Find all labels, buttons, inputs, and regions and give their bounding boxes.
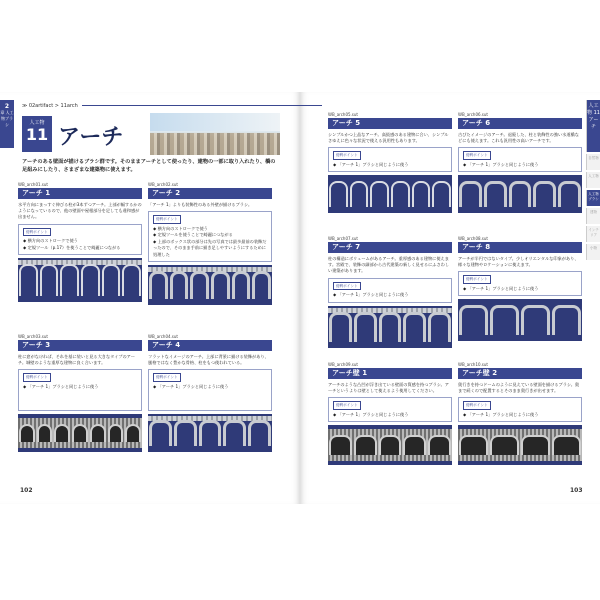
tip-box bbox=[18, 224, 142, 256]
entry-arch-wall-2 bbox=[458, 362, 582, 465]
brush-filename: WB_arch05.sut bbox=[328, 112, 358, 117]
entry-arch-6 bbox=[458, 112, 582, 213]
entry-description: 「アーチ 1」よりも装飾性のある外壁が描けるブラシ。 bbox=[148, 202, 253, 207]
tip-item: ◆ 横方向のストロークで使う bbox=[23, 238, 78, 244]
brush-filename: WB_arch03.sut bbox=[18, 334, 48, 339]
entry-arch-1 bbox=[18, 182, 142, 302]
entry-title: アーチ壁 1 bbox=[328, 368, 452, 379]
brush-preview bbox=[148, 414, 272, 452]
brush-filename: WB_arch06.sut bbox=[458, 112, 488, 117]
entry-title: アーチ 5 bbox=[328, 118, 452, 129]
side-tab: 建物 bbox=[586, 208, 600, 224]
chapter-side-tab bbox=[0, 100, 14, 148]
side-tab: 自然物 bbox=[586, 154, 600, 170]
breadcrumb-text: ≫ 02artifact > 11arch bbox=[22, 103, 78, 109]
tip-box bbox=[328, 278, 452, 303]
entry-arch-wall-1 bbox=[328, 362, 452, 465]
brush-preview bbox=[458, 425, 582, 465]
tip-box bbox=[458, 147, 582, 172]
entry-title: アーチ 2 bbox=[148, 188, 272, 199]
tip-item: ◆ 定規ツール（p.17）を使うことで綺麗につながる bbox=[23, 244, 121, 250]
entry-description: シンプルかつ上品なアーチ。高級感のある建物に合い、シンプルさゆえに色々な状況で使える汎用性もあります。 bbox=[328, 132, 449, 144]
tip-item: ◆ 上部のボックス状の部分は先の写真では最多最前の装飾だったので、そのまま手前に描き足しやすいようにするために処理した bbox=[153, 238, 267, 257]
tip-box bbox=[328, 147, 452, 172]
brush-filename: WB_arch02.sut bbox=[148, 182, 178, 187]
tip-item: ◆ 「アーチ 1」ブラシと同じように使う bbox=[153, 383, 229, 389]
entry-description: 古びたイメージのアーチ。退廃した、柱と装飾性の強い水道橋などにも使えます。これも汎用性の高いアーチです。 bbox=[458, 132, 579, 144]
entry-title: アーチ 4 bbox=[148, 340, 272, 351]
tip-label: 便利ポイント bbox=[463, 401, 491, 410]
tip-label: 便利ポイント bbox=[153, 373, 181, 382]
tip-item: ◆ 「アーチ 1」ブラシと同じように使う bbox=[333, 411, 409, 417]
section-badge bbox=[22, 116, 52, 152]
brush-preview bbox=[458, 299, 582, 341]
hero-city-photo bbox=[150, 113, 280, 155]
tip-item: ◆ 定規ツールを使うことで綺麗につながる bbox=[153, 232, 233, 238]
entry-arch-7 bbox=[328, 236, 452, 348]
entry-description: フラットなイメージのアーチ。上部に背景に描ける装飾があり、風格ではなく豊かな骨格、柱をもつ使われている。 bbox=[148, 354, 269, 366]
tip-label: 便利ポイント bbox=[463, 151, 491, 160]
entry-description: 水平方向にまっすぐ伸びる柱が3本ずつアーチ。上部が幅するかのようになっているので、他の壁面や屋根部分を足しても違和感が出ません。 bbox=[18, 202, 142, 220]
section-title: アーチ bbox=[58, 124, 124, 150]
entry-arch-2 bbox=[148, 182, 272, 305]
tip-item: ◆ 「アーチ 1」ブラシと同じように使う bbox=[463, 285, 539, 291]
brush-preview bbox=[458, 175, 582, 213]
entry-title: アーチ 1 bbox=[18, 188, 142, 199]
tip-label: 便利ポイント bbox=[153, 215, 181, 224]
brush-filename: WB_arch01.sut bbox=[18, 182, 48, 187]
side-tab: インテリア bbox=[586, 226, 600, 242]
side-tab: 小物 bbox=[586, 244, 600, 260]
entry-description: アーチのような凸凹が浮き出ている壁面の質感を持つブラシ。アーチというよりは壁として使えるよう使用してください。 bbox=[328, 382, 449, 394]
tip-label: 便利ポイント bbox=[333, 151, 361, 160]
entry-title: アーチ壁 2 bbox=[458, 368, 582, 379]
tip-box bbox=[328, 397, 452, 422]
right-side-tabs bbox=[586, 100, 600, 262]
entry-description: アーチが半円ではないタイプ。少しオリエンタルな印象があり、様々な建物やロケーションに使えます。 bbox=[458, 256, 579, 268]
page-number-right: 103 bbox=[570, 487, 583, 494]
entry-arch-4 bbox=[148, 334, 272, 452]
section-number: 11 bbox=[25, 125, 49, 144]
entry-arch-5 bbox=[328, 112, 452, 213]
tip-box bbox=[458, 397, 582, 422]
entry-title: アーチ 8 bbox=[458, 242, 582, 253]
intro-text: アーチのある壁面が描けるブラシ群です。そのままアーチとして使ったり、建物の一部に取り入れたり、橋の足組みにしたり、さまざまな建築物に使えます。 bbox=[22, 159, 276, 173]
brush-preview bbox=[328, 175, 452, 213]
tip-box bbox=[18, 369, 142, 411]
entry-title: アーチ 3 bbox=[18, 340, 142, 351]
entry-title: アーチ 7 bbox=[328, 242, 452, 253]
brush-preview bbox=[18, 258, 142, 302]
breadcrumb bbox=[22, 103, 322, 109]
brush-preview bbox=[328, 306, 452, 348]
tip-label: 便利ポイント bbox=[333, 401, 361, 410]
section-category: 人工物 bbox=[29, 120, 45, 126]
brush-preview bbox=[328, 425, 452, 465]
brush-filename: WB_arch10.sut bbox=[458, 362, 488, 367]
tip-item: ◆ 「アーチ 1」ブラシと同じように使う bbox=[463, 411, 539, 417]
tip-label: 便利ポイント bbox=[463, 275, 491, 284]
chapter-number: 2 bbox=[4, 103, 10, 110]
entry-description: 柱に窓がなければ、それを基に装いと見る大きなタイプのアーチ。城壁のような重厚な建物に良く合います。 bbox=[18, 354, 135, 366]
tip-item: ◆ 「アーチ 1」ブラシと同じように使う bbox=[23, 383, 99, 389]
tip-item: ◆ 「アーチ 1」ブラシと同じように使う bbox=[333, 161, 409, 167]
brush-filename: WB_arch09.sut bbox=[328, 362, 358, 367]
tip-box bbox=[148, 211, 272, 262]
side-tab-active: 人工物 11 アーチ bbox=[586, 100, 600, 152]
entry-title: アーチ 6 bbox=[458, 118, 582, 129]
side-tab: 人工物 bbox=[586, 172, 600, 188]
chapter-label: 章 人工物ブラシ bbox=[0, 110, 14, 127]
entry-description: 柱の構造にボリュームがあるアーチ。重厚感のある建物に使えます。宮殿で、装飾の細部から古代建築の新しく見せるにふさわしい建築があります。 bbox=[328, 256, 450, 274]
brush-filename: WB_arch04.sut bbox=[148, 334, 178, 339]
tip-label: 便利ポイント bbox=[23, 228, 51, 237]
tip-box bbox=[148, 369, 272, 411]
brush-preview bbox=[18, 414, 142, 452]
entry-arch-3 bbox=[18, 334, 142, 452]
tip-item: ◆ 「アーチ 1」ブラシと同じように使う bbox=[463, 161, 539, 167]
tip-label: 便利ポイント bbox=[23, 373, 51, 382]
tip-box bbox=[458, 271, 582, 296]
page-number-left: 102 bbox=[20, 487, 33, 494]
side-tab: 人工物ブラシ bbox=[586, 190, 600, 206]
entry-description: 奥行きを持つドームのように見えている壁面を描けるブラシ。奥まで続くので配置するとそのまま奥行きが出せます。 bbox=[458, 382, 580, 394]
tip-label: 便利ポイント bbox=[333, 282, 361, 291]
brush-filename: WB_arch08.sut bbox=[458, 236, 488, 241]
brush-filename: WB_arch07.sut bbox=[328, 236, 358, 241]
tip-item: ◆ 「アーチ 1」ブラシと同じように使う bbox=[333, 292, 409, 298]
entry-arch-8 bbox=[458, 236, 582, 341]
tip-item: ◆ 横方向のストロークで使う bbox=[153, 225, 208, 231]
brush-preview bbox=[148, 265, 272, 305]
